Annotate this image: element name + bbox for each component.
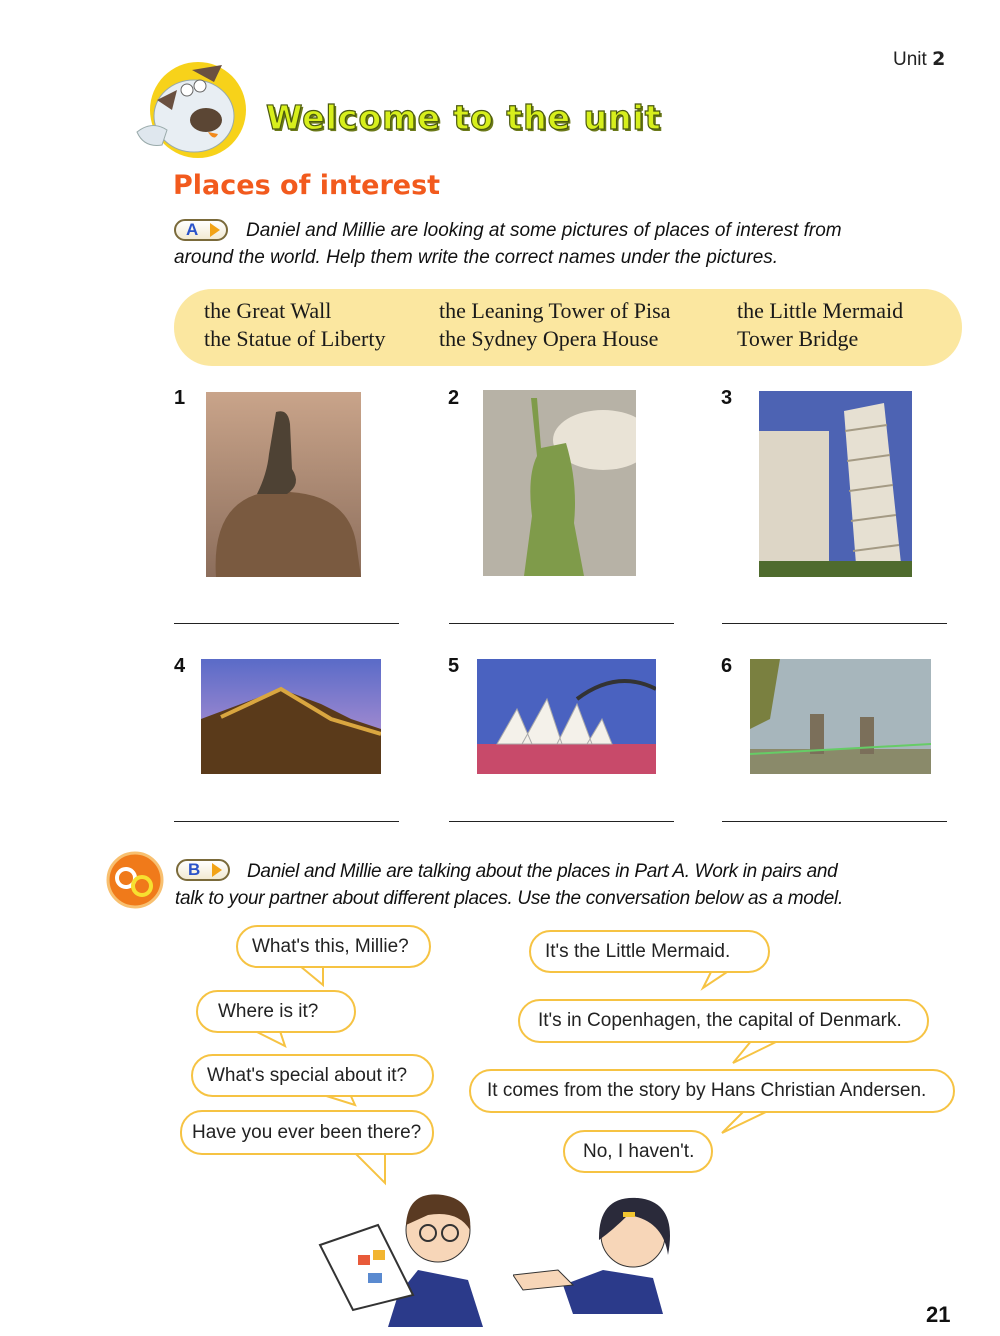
speech-bubble-millie: It's the Little Mermaid. — [529, 930, 770, 973]
speech-bubble-daniel: What's this, Millie? — [236, 925, 431, 968]
speech-bubble-daniel: Where is it? — [196, 990, 356, 1033]
picture-number: 6 — [721, 655, 733, 677]
speech-bubble-millie: No, I haven't. — [563, 1130, 713, 1173]
word-bank-item: the Great Wall — [204, 298, 332, 323]
speech-bubble-millie: It comes from the story by Hans Christian Andersen. — [469, 1069, 955, 1113]
word-bank-item: Tower Bridge — [737, 326, 859, 351]
millie-character-illustration — [513, 1190, 685, 1314]
unit-number: 2 — [932, 48, 946, 70]
picture-number: 3 — [721, 387, 733, 409]
word-bank-item: the Leaning Tower of Pisa — [439, 298, 671, 323]
instruction-line: talk to your partner about different places. Use the conversation below as a model. — [175, 888, 843, 909]
speech-bubble-daniel: Have you ever been there? — [180, 1110, 434, 1155]
picture-number: 5 — [448, 655, 460, 677]
part-b-letter: B — [188, 860, 201, 879]
daniel-character-illustration — [318, 1185, 488, 1327]
page-number: 21 — [926, 1302, 951, 1327]
speech-bubble-daniel: What's special about it? — [191, 1054, 434, 1097]
instruction-line: Daniel and Millie are talking about the places in Part A. Work in pairs and — [247, 861, 838, 882]
part-a-letter: A — [186, 220, 199, 239]
unit-text: Unit — [893, 49, 927, 70]
section-subtitle: Places of interest — [173, 170, 441, 201]
word-bank-item: the Statue of Liberty — [204, 326, 386, 351]
picture-number: 2 — [448, 387, 460, 409]
instruction-line: Daniel and Millie are looking at some pictures of places of interest from — [246, 220, 842, 241]
picture-number: 4 — [174, 655, 186, 677]
speech-bubble-millie: It's in Copenhagen, the capital of Denmark. — [518, 999, 929, 1043]
word-bank-item: the Little Mermaid — [737, 298, 904, 323]
instruction-line: around the world. Help them write the correct names under the pictures. — [174, 247, 779, 268]
word-bank-item: the Sydney Opera House — [439, 326, 659, 351]
page-title: Welcome to the unit — [266, 98, 662, 137]
picture-number: 1 — [174, 387, 186, 409]
